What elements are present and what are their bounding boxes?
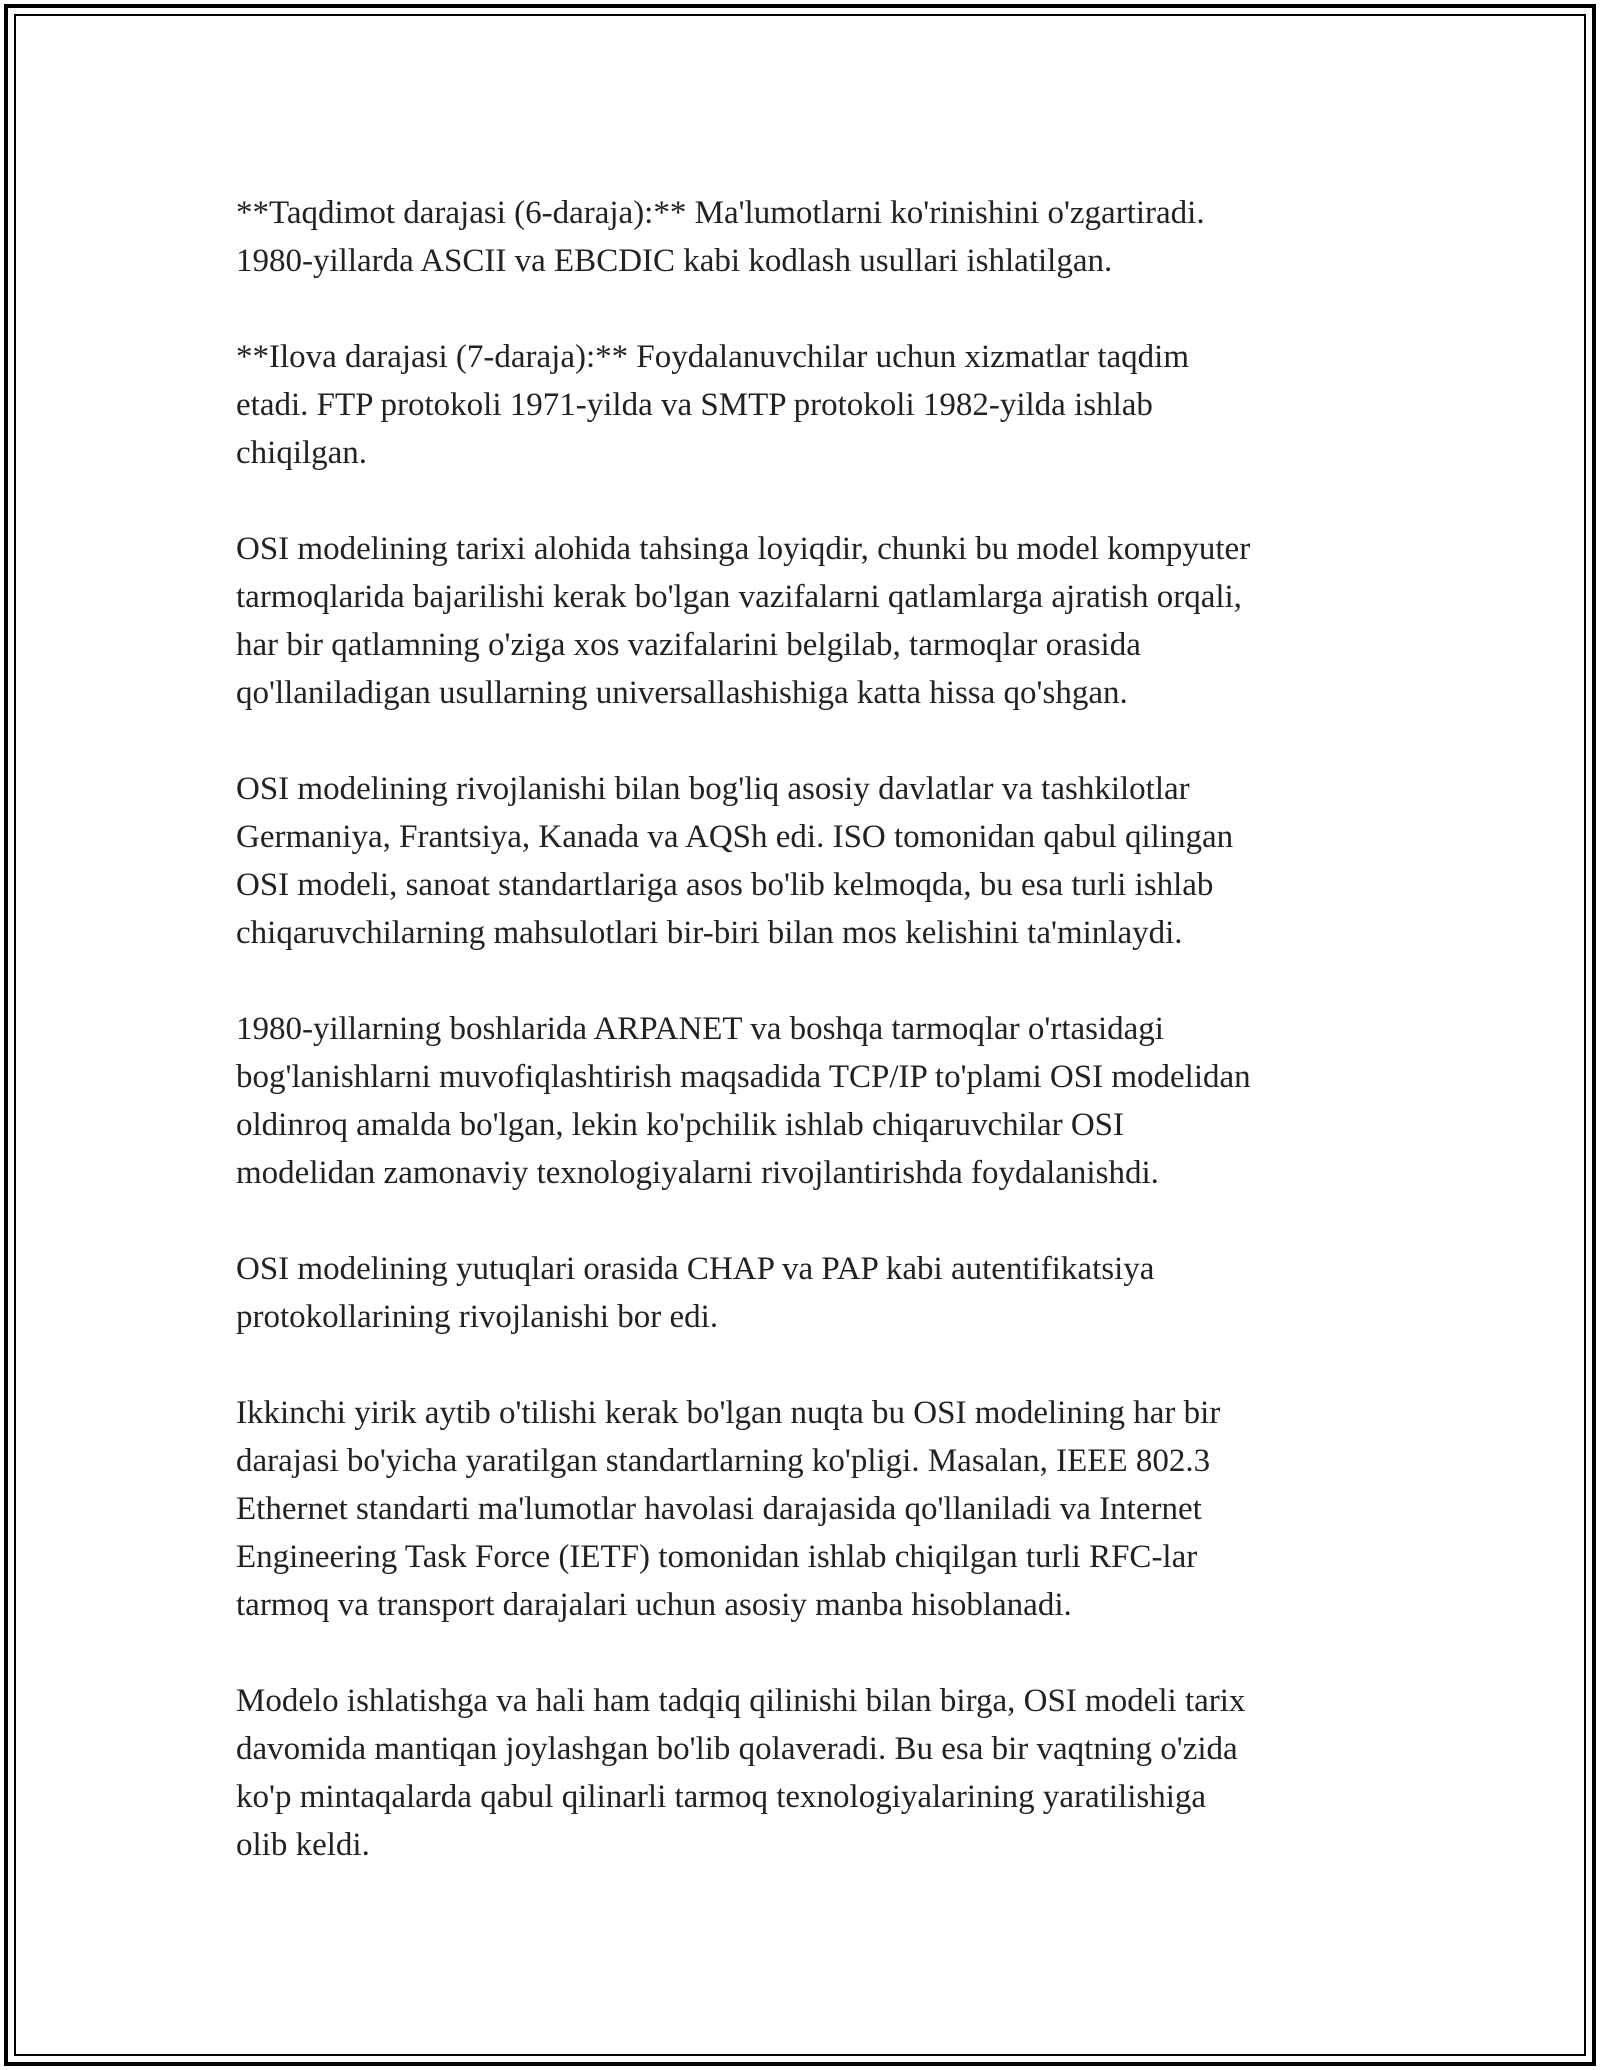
text-line: Germaniya, Frantsiya, Kanada va AQSh edi. ISO tomonidan qabul qilingan xyxy=(236,819,1234,855)
text-line: chiqaruvchilarning mahsulotlari bir-biri bilan mos kelishini ta'minlaydi. xyxy=(236,915,1183,951)
text-line: etadi. FTP protokoli 1971-yilda va SMTP protokoli 1982-yilda ishlab xyxy=(236,387,1153,423)
text-line: protokollarining rivojlanishi bor edi. xyxy=(236,1299,719,1335)
text-line: bog'lanishlarni muvofiqlashtirish maqsadida TCP/IP to'plami OSI modelidan xyxy=(236,1059,1251,1095)
document-body xyxy=(236,189,1376,1917)
paragraph-osi-history xyxy=(236,525,1376,717)
text-line: oldinroq amalda bo'lgan, lekin ko'pchilik ishlab chiqaruvchilar OSI xyxy=(236,1107,1125,1143)
paragraph-osi-achievements xyxy=(236,1245,1376,1341)
paragraph-osi-conclusion xyxy=(236,1677,1376,1869)
paragraph-osi-countries xyxy=(236,765,1376,957)
text-line: Ikkinchi yirik aytib o'tilishi kerak bo'lgan nuqta bu OSI modelining har bir xyxy=(236,1395,1221,1431)
text-line: olib keldi. xyxy=(236,1827,370,1863)
text-line: davomida mantiqan joylashgan bo'lib qolaveradi. Bu esa bir vaqtning o'zida xyxy=(236,1731,1238,1767)
text-line: tarmoqlarida bajarilishi kerak bo'lgan vazifalarni qatlamlarga ajratish orqali, xyxy=(236,579,1242,615)
text-line: Modelo ishlatishga va hali ham tadqiq qilinishi bilan birga, OSI modeli tarix xyxy=(236,1683,1246,1719)
text-line: qo'llaniladigan usullarning universallashishiga katta hissa qo'shgan. xyxy=(236,675,1128,711)
text-line: darajasi bo'yicha yaratilgan standartlarning ko'pligi. Masalan, IEEE 802.3 xyxy=(236,1443,1211,1479)
text-line: **Ilova darajasi (7-daraja):** Foydalanuvchilar uchun xizmatlar taqdim xyxy=(236,339,1189,375)
text-line: Ethernet standarti ma'lumotlar havolasi darajasida qo'llaniladi va Internet xyxy=(236,1491,1202,1527)
text-line: OSI modelining yutuqlari orasida CHAP va PAP kabi autentifikatsiya xyxy=(236,1251,1155,1287)
paragraph-application-layer xyxy=(236,333,1376,477)
text-line: chiqilgan. xyxy=(236,435,368,471)
text-line: tarmoq va transport darajalari uchun asosiy manba hisoblanadi. xyxy=(236,1587,1072,1623)
text-line: **Taqdimot darajasi (6-daraja):** Ma'lumotlarni ko'rinishini o'zgartiradi. xyxy=(236,195,1205,231)
text-line: 1980-yillarning boshlarida ARPANET va boshqa tarmoqlar o'rtasidagi xyxy=(236,1011,1164,1047)
text-line: OSI modelining rivojlanishi bilan bog'liq asosiy davlatlar va tashkilotlar xyxy=(236,771,1190,807)
text-line: OSI modelining tarixi alohida tahsinga loyiqdir, chunki bu model kompyuter xyxy=(236,531,1251,567)
paragraph-arpanet-tcpip xyxy=(236,1005,1376,1197)
paragraph-osi-standards xyxy=(236,1389,1376,1629)
text-line: 1980-yillarda ASCII va EBCDIC kabi kodlash usullari ishlatilgan. xyxy=(236,243,1113,279)
text-line: ko'p mintaqalarda qabul qilinarli tarmoq texnologiyalarining yaratilishiga xyxy=(236,1779,1207,1815)
text-line: Engineering Task Force (IETF) tomonidan ishlab chiqilgan turli RFC-lar xyxy=(236,1539,1198,1575)
text-line: har bir qatlamning o'ziga xos vazifalarini belgilab, tarmoqlar orasida xyxy=(236,627,1141,663)
paragraph-presentation-layer xyxy=(236,189,1376,285)
text-line: OSI modeli, sanoat standartlariga asos bo'lib kelmoqda, bu esa turli ishlab xyxy=(236,867,1214,903)
text-line: modelidan zamonaviy texnologiyalarni rivojlantirishda foydalanishdi. xyxy=(236,1155,1159,1191)
